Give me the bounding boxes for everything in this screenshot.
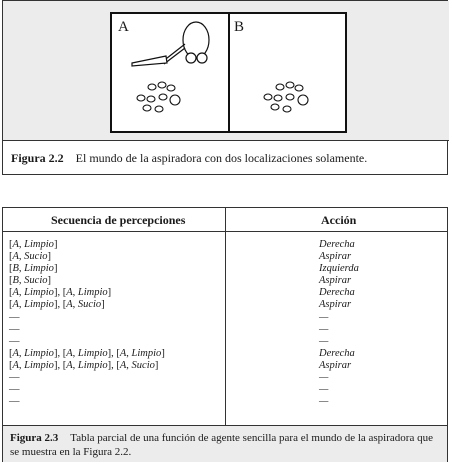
figure-2-3-number: Figura 2.3 — [10, 432, 59, 444]
dirt-icon-b — [264, 82, 308, 112]
header-action: Acción — [321, 213, 357, 227]
table-row — [3, 287, 447, 299]
percept-sequence-cell: — — [9, 335, 20, 347]
table-body — [3, 239, 447, 408]
action-cell: — — [319, 396, 329, 408]
table-row — [3, 275, 447, 287]
percept-sequence-cell: — — [9, 384, 20, 396]
vacuum-body — [183, 22, 209, 58]
action-cell: — — [319, 335, 329, 347]
figure-2-2-caption — [11, 151, 367, 166]
percept-sequence-cell: — — [9, 323, 20, 335]
table-row — [3, 348, 447, 360]
figure-2-3-caption — [3, 425, 447, 462]
percept-sequence-cell: [B, Sucio] — [9, 275, 51, 287]
percept-sequence-cell: [A, Sucio] — [9, 251, 51, 263]
table-row — [3, 396, 447, 408]
percept-sequence-cell: [B, Limpio] — [9, 263, 58, 275]
table-row — [3, 336, 447, 348]
vacuum-world-drawing — [112, 14, 345, 131]
table-row — [3, 384, 447, 396]
percept-sequence-cell: — — [9, 372, 20, 384]
vacuum-wheel — [197, 53, 207, 63]
action-cell: — — [319, 384, 329, 396]
vacuum-nozzle — [132, 56, 167, 66]
vacuum-wheel — [186, 53, 196, 63]
action-cell: Aspirar — [319, 359, 352, 371]
table-row — [3, 299, 447, 311]
table-row — [3, 251, 447, 263]
action-cell: Derecha — [319, 239, 355, 250]
percept-sequence-cell: [A, Limpio], [A, Limpio] — [9, 287, 112, 299]
percept-sequence-cell: [A, Limpio] — [9, 239, 58, 250]
figure-2-2-illustration — [3, 1, 449, 141]
action-cell: Aspirar — [319, 275, 352, 287]
percept-sequence-cell: — — [9, 311, 20, 323]
percept-sequence-cell: — — [9, 396, 20, 408]
percept-sequence-cell: [A, Limpio], [A, Sucio] — [9, 299, 105, 311]
percept-sequence-cell: [A, Limpio], [A, Limpio], [A, Sucio] — [9, 359, 159, 371]
cell-label-a: A — [118, 19, 129, 35]
table-row — [3, 312, 447, 324]
figure-2-2-caption-text: El mundo de la aspiradora con dos localizaciones solamente. — [75, 151, 368, 165]
action-cell: — — [319, 311, 329, 323]
figure-2-3 — [2, 207, 448, 462]
figure-2-2-number: Figura 2.2 — [11, 151, 64, 165]
cell-label-b: B — [234, 19, 245, 35]
figure-2-3-caption-block — [10, 431, 442, 459]
action-cell: Derecha — [319, 287, 355, 299]
figure-2-2 — [2, 0, 448, 175]
action-cell: Aspirar — [319, 251, 352, 263]
action-cell: — — [319, 323, 329, 335]
table-row — [3, 263, 447, 275]
percept-sequence-cell: [A, Limpio], [A, Limpio], [A, Limpio] — [9, 347, 165, 359]
vacuum-world — [110, 12, 347, 133]
dirt-icon-a — [137, 82, 180, 112]
table-row — [3, 372, 447, 384]
action-cell: Aspirar — [319, 299, 352, 311]
table-row — [3, 324, 447, 336]
action-cell: Izquierda — [319, 263, 359, 275]
action-cell: — — [319, 372, 329, 384]
figure-2-3-caption-text: Tabla parcial de una función de agente sencilla para el mundo de la aspiradora que se muestra en la Figura 2.2. — [10, 432, 433, 458]
table-row — [3, 239, 447, 251]
header-percepts: Secuencia de percepciones — [51, 213, 186, 227]
vacuum-cleaner-icon — [132, 22, 209, 66]
table-row — [3, 360, 447, 372]
action-cell: Derecha — [319, 347, 355, 359]
